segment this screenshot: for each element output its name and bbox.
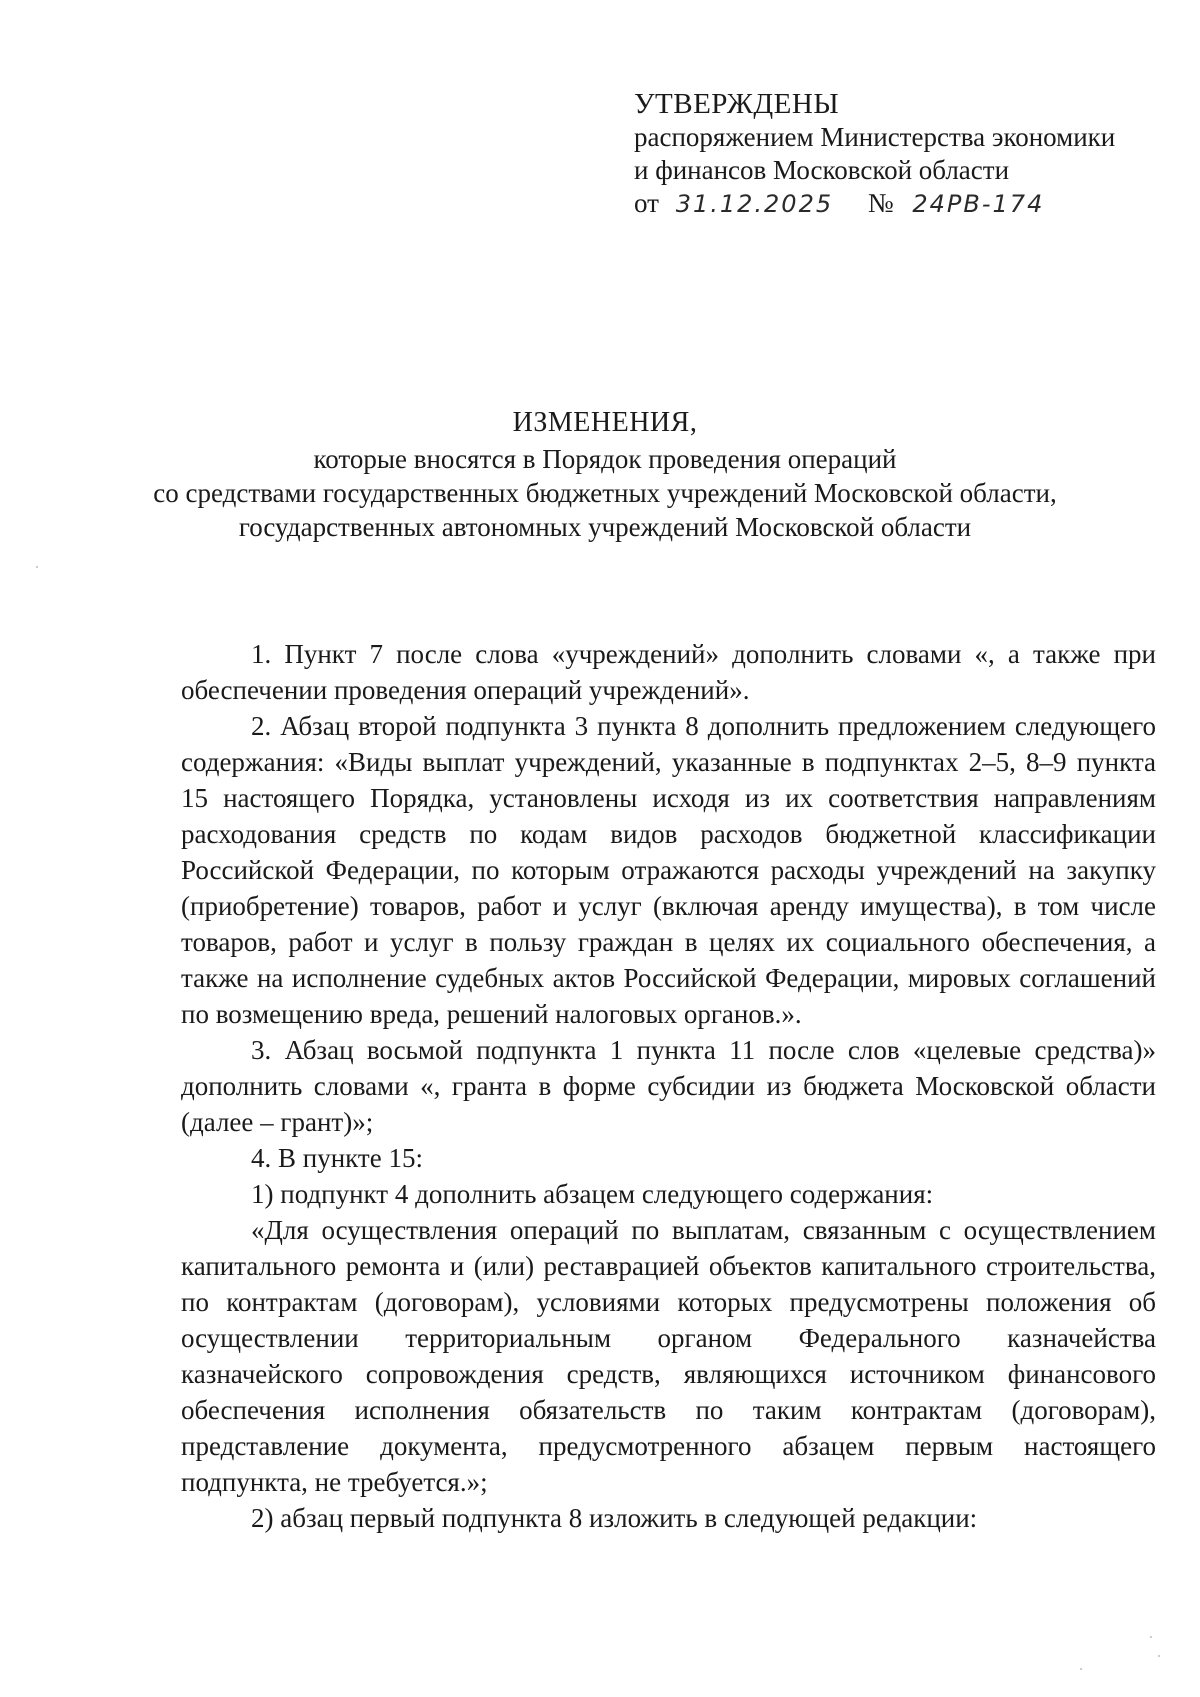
approval-date-line <box>634 187 1154 221</box>
heading-title: ИЗМЕНЕНИЯ, <box>512 407 698 438</box>
heading-line-2: со средствами государственных бюджетных учреждений Московской области, <box>153 478 1057 508</box>
paragraph-1: 1. Пункт 7 после слова «учреждений» дополнить словами «, а также при обеспечении проведения операций учреждений». <box>181 639 1156 705</box>
approval-line-1: распоряжением Министерства экономики <box>634 122 1116 152</box>
paragraph-3: 3. Абзац восьмой подпункта 1 пункта 11 после слов «целевые средства)» дополнить словами «, гранта в форме субсидии из бюджета Московской области (далее – грант)»; <box>181 1035 1156 1137</box>
date-prefix: от <box>634 188 659 218</box>
scan-speck <box>1150 1636 1152 1638</box>
heading-line-3: государственных автономных учреждений Московской области <box>238 512 972 542</box>
heading-line-1: которые вносятся в Порядок проведения операций <box>313 444 897 474</box>
paragraph-2: 2. Абзац второй подпункта 3 пункта 8 дополнить предложением следующего содержания: «Виды выплат учреждений, указанные в подпунктах 2–5, 8–9 пункта 15 настоящего Порядка, установлены исходя из их соответствия направлениям расходования средств по кодам видов расходов бюджетной классификации Российской Федерации, по которым отражаются расходы учреждений на закупку (приобретение) товаров, работ и услуг (включая аренду имущества), в том числе товаров, работ и услуг в пользу граждан в целях их социального обеспечения, а также на исполнение судебных актов Российской Федерации, мировых соглашений по возмещению вреда, решений налоговых органов.». <box>181 711 1156 1029</box>
scan-speck <box>1158 1655 1160 1657</box>
scan-speck <box>36 566 38 568</box>
approval-title: УТВЕРЖДЕНЫ <box>634 88 840 120</box>
paragraph-7: 2) абзац первый подпункта 8 изложить в следующей редакции: <box>251 1503 978 1533</box>
number-prefix: № <box>867 188 894 218</box>
paragraph-5: 1) подпункт 4 дополнить абзацем следующего содержания: <box>251 1179 934 1209</box>
approval-block <box>634 88 1154 221</box>
handwritten-date: 31.12.2025 <box>675 190 834 218</box>
document-body <box>181 636 1156 1536</box>
document-heading <box>150 406 1060 544</box>
paragraph-4: 4. В пункте 15: <box>251 1143 423 1173</box>
paragraph-6: «Для осуществления операций по выплатам, связанным с осуществлением капитального ремонта и (или) реставрацией объектов капитального строительства, по контрактам (договорам), условиями которых предусмотрены положения об осуществлении территориальным органом Федерального казначейства казначейского сопровождения средств, являющихся источником финансового обеспечения исполнения обязательств по таким контрактам (договорам), представление документа, предусмотренного абзацем первым настоящего подпункта, не требуется.»; <box>181 1215 1156 1497</box>
scan-speck <box>1080 1668 1082 1670</box>
handwritten-number: 24РВ-174 <box>912 190 1045 218</box>
approval-line-2: и финансов Московской области <box>634 155 1010 185</box>
